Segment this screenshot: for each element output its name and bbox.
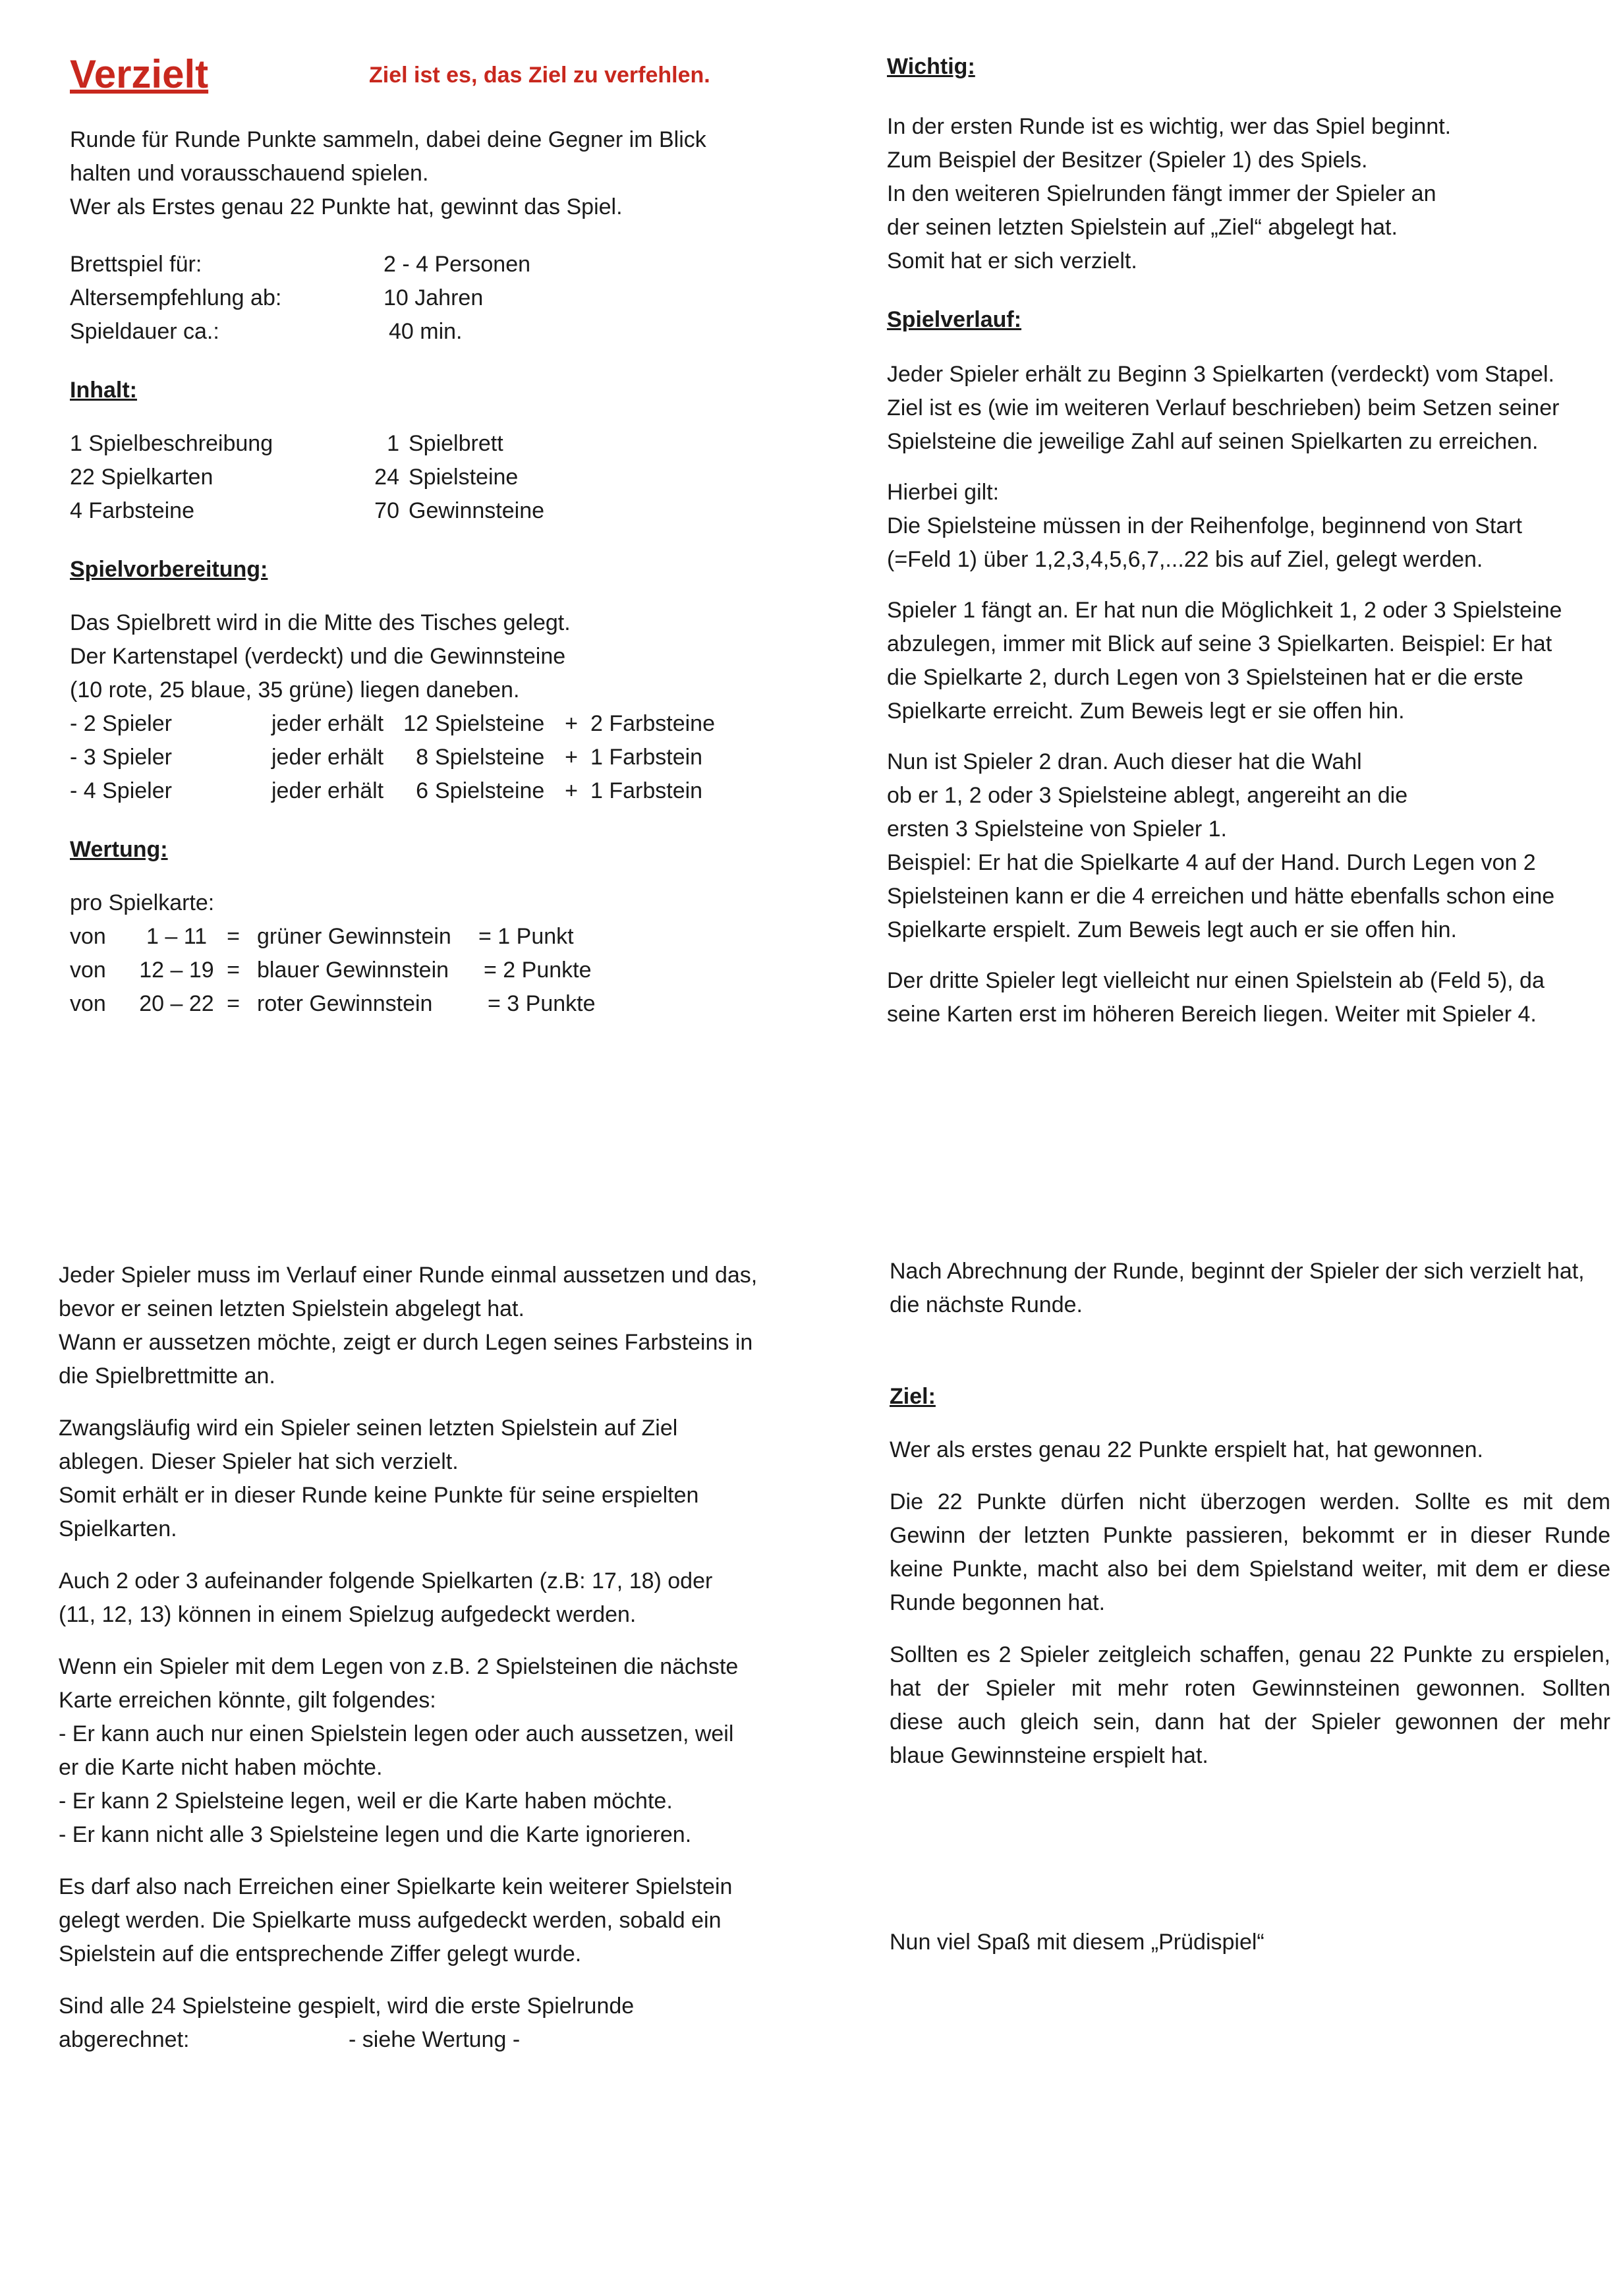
text-paragraph [59, 1650, 803, 1852]
wertung-points: = 3 Punkte [488, 991, 596, 1016]
stone-label: Spielsteine [435, 778, 545, 803]
text-line: Sollten es 2 Spieler zeitgleich schaffen, genau 22 Punkte zu erspielen, [890, 1642, 1610, 1667]
spielverlauf-paragraph [887, 745, 1605, 947]
fact-row [70, 248, 530, 281]
plus-sign: + [565, 745, 578, 770]
fact-value: 10 Jahren [383, 285, 484, 310]
text-line: Zwangsläufig wird ein Spieler seinen letzten Spielstein auf Ziel [59, 1416, 678, 1441]
stone-label: Spielsteine [435, 745, 545, 770]
player-setup-row [70, 774, 715, 808]
wertung-row [70, 954, 596, 987]
wertung-equals: = [227, 958, 240, 983]
inhalt-qty: 1 [387, 431, 399, 456]
wichtig-text [887, 110, 1605, 278]
vorbereitung-text [70, 606, 768, 707]
wertung-von: von [70, 991, 106, 1016]
upper-right-quadrant [887, 50, 1605, 1031]
spielverlauf-heading: Spielverlauf: [887, 307, 1022, 332]
fact-label: Altersempfehlung ab: [70, 285, 282, 310]
lower-left-quadrant [59, 1259, 803, 2057]
inhalt-row [70, 461, 544, 494]
intro-line: Runde für Runde Punkte sammeln, dabei deine Gegner im Blick [70, 127, 706, 152]
text-line: seine Karten erst im höheren Bereich liegen. Weiter mit Spieler 4. [887, 1002, 1537, 1027]
text-line: Nach Abrechnung der Runde, beginnt der Spieler der sich verzielt hat, [890, 1259, 1585, 1284]
player-setup-row [70, 741, 715, 774]
text-line: Der dritte Spieler legt vielleicht nur einen Spielstein ab (Feld 5), da [887, 968, 1545, 993]
spielverlauf-paragraph [887, 476, 1605, 577]
text-line: ersten 3 Spielsteine von Spieler 1. [887, 817, 1227, 842]
player-setup-row [70, 707, 715, 741]
facts-table [70, 248, 530, 349]
title-row [70, 49, 768, 100]
text-line: die Spielkarte 2, durch Legen von 3 Spielsteinen hat er die erste [887, 665, 1523, 690]
wichtig-heading: Wichtig: [887, 54, 975, 79]
player-receives: jeder erhält [271, 745, 384, 770]
text-line: - Er kann auch nur einen Spielstein legen oder auch aussetzen, weil [59, 1721, 734, 1746]
intro-line: halten und vorausschauend spielen. [70, 161, 429, 186]
stone-count: 8 [416, 745, 428, 770]
inhalt-left: 4 Farbsteine [70, 498, 194, 523]
text-line: Die Spielsteine müssen in der Reihenfolge, beginnend von Start [887, 513, 1522, 538]
wichtig-line: In der ersten Runde ist es wichtig, wer das Spiel beginnt. [887, 114, 1452, 139]
text-line: ob er 1, 2 oder 3 Spielsteine ablegt, angereiht an die [887, 783, 1408, 808]
inhalt-left: 22 Spielkarten [70, 465, 213, 490]
stone-label: Spielsteine [435, 711, 545, 736]
fact-row [70, 281, 530, 315]
player-count: - 3 Spieler [70, 745, 172, 770]
inhalt-left: 1 Spielbeschreibung [70, 431, 273, 456]
text-line: Gewinn der letzten Punkte passieren, bekommt er in dieser Runde [890, 1523, 1610, 1548]
vorbereitung-line: Der Kartenstapel (verdeckt) und die Gewinnsteine [70, 644, 566, 669]
text-line: hat der Spieler mit mehr roten Gewinnsteinen gewonnen. Sollten [890, 1676, 1610, 1701]
wertung-heading: Wertung: [70, 837, 168, 862]
wertung-reference: - siehe Wertung - [349, 2027, 521, 2052]
text-paragraph [59, 1870, 803, 1971]
fact-value: 40 min. [389, 319, 463, 344]
wichtig-line: In den weiteren Spielrunden fängt immer der Spieler an [887, 181, 1436, 206]
stone-count: 12 [403, 711, 428, 736]
text-line: Auch 2 oder 3 aufeinander folgende Spielkarten (z.B: 17, 18) oder [59, 1568, 713, 1593]
upper-left-quadrant [70, 49, 768, 1021]
text-paragraph [890, 1638, 1610, 1773]
vorbereitung-line: (10 rote, 25 blaue, 35 grüne) liegen daneben. [70, 677, 520, 703]
player-setup-table [70, 707, 715, 808]
plus-sign: + [565, 711, 578, 736]
text-line: Sind alle 24 Spielsteine gespielt, wird die erste Spielrunde [59, 1994, 635, 2019]
game-title: Verzielt [70, 52, 209, 96]
wichtig-line: der seinen letzten Spielstein auf „Ziel“ abgelegt hat. [887, 215, 1398, 240]
inhalt-item: Gewinnsteine [409, 498, 545, 523]
inhalt-table [70, 427, 544, 528]
text-line: Spieler 1 fängt an. Er hat nun die Möglichkeit 1, 2 oder 3 Spielsteine [887, 598, 1562, 623]
intro-line: Wer als Erstes genau 22 Punkte hat, gewinnt das Spiel. [70, 194, 623, 219]
text-paragraph [890, 1255, 1610, 1322]
text-line [59, 2023, 803, 2057]
text-line: Spielkarte erreicht. Zum Beweis legt er sie offen hin. [887, 699, 1405, 724]
text-line: Somit erhält er in dieser Runde keine Punkte für seine erspielten [59, 1483, 699, 1508]
wertung-range: 12 – 19 [139, 958, 214, 983]
wertung-subheading: pro Spielkarte: [70, 890, 215, 915]
text-line: Nun ist Spieler 2 dran. Auch dieser hat die Wahl [887, 749, 1362, 774]
inhalt-row [70, 494, 544, 528]
spielverlauf-paragraph [887, 594, 1605, 728]
text-line: die nächste Runde. [890, 1292, 1083, 1317]
wertung-row [70, 920, 596, 954]
inhalt-qty: 70 [374, 498, 399, 523]
player-count: - 4 Spieler [70, 778, 172, 803]
closing-line: Nun viel Spaß mit diesem „Prüdispiel“ [890, 1930, 1264, 1955]
wertung-von: von [70, 958, 106, 983]
color-stones: 1 Farbstein [590, 745, 703, 770]
fact-row [70, 315, 530, 349]
game-tagline: Ziel ist es, das Ziel zu verfehlen. [369, 63, 710, 88]
text-paragraph [59, 1259, 803, 1393]
inhalt-row [70, 427, 544, 461]
text-line: Die 22 Punkte dürfen nicht überzogen werden. Sollte es mit dem [890, 1489, 1610, 1514]
text-line: die Spielbrettmitte an. [59, 1363, 275, 1389]
text-paragraph [59, 1564, 803, 1632]
text-line: gelegt werden. Die Spielkarte muss aufgedeckt werden, sobald ein [59, 1908, 722, 1933]
text-line: Ziel ist es (wie im weiteren Verlauf beschrieben) beim Setzen seiner [887, 395, 1560, 420]
wertung-table [70, 920, 596, 1021]
text-line: - Er kann 2 Spielsteine legen, weil er die Karte haben möchte. [59, 1789, 673, 1814]
wertung-stone: roter Gewinnstein [257, 991, 433, 1016]
wertung-stone: grüner Gewinnstein [257, 924, 451, 949]
text-line: Es darf also nach Erreichen einer Spielkarte kein weiterer Spielstein [59, 1874, 733, 1899]
text-line: ablegen. Dieser Spieler hat sich verzielt. [59, 1449, 459, 1474]
wichtig-line: Somit hat er sich verzielt. [887, 248, 1137, 273]
text-line: Spielsteinen kann er die 4 erreichen und hätte ebenfalls schon eine [887, 884, 1555, 909]
plus-sign: + [565, 778, 578, 803]
text-line: Hierbei gilt: [887, 480, 1000, 505]
fact-value: 2 - 4 Personen [383, 252, 531, 277]
player-receives: jeder erhält [271, 711, 384, 736]
text-line: (=Feld 1) über 1,2,3,4,5,6,7,...22 bis auf Ziel, gelegt werden. [887, 547, 1483, 572]
text-line: Wer als erstes genau 22 Punkte erspielt hat, hat gewonnen. [890, 1437, 1483, 1462]
inhalt-item: Spielbrett [409, 431, 503, 456]
vorbereitung-heading: Spielvorbereitung: [70, 557, 268, 582]
text-line: Wann er aussetzen möchte, zeigt er durch Legen seines Farbsteins in [59, 1330, 753, 1355]
text-line: keine Punkte, macht also bei dem Spielstand weiter, mit dem er diese [890, 1557, 1610, 1582]
spielverlauf-paragraph [887, 964, 1605, 1031]
text-line: er die Karte nicht haben möchte. [59, 1755, 383, 1780]
text-paragraph [890, 1485, 1610, 1620]
text-line: Spielkarte erspielt. Zum Beweis legt auch er sie offen hin. [887, 917, 1457, 942]
color-stones: 1 Farbstein [590, 778, 703, 803]
text-line: diese auch gleich sein, dann hat der Spieler gewonnen der mehr [890, 1709, 1610, 1735]
wertung-von: von [70, 924, 106, 949]
text-line: Spielkarten. [59, 1516, 177, 1541]
wertung-equals: = [227, 924, 240, 949]
text-line: Spielsteine die jeweilige Zahl auf seinen Spielkarten zu erreichen. [887, 429, 1539, 454]
text-line: Runde begonnen hat. [890, 1590, 1106, 1615]
wertung-stone: blauer Gewinnstein [257, 958, 449, 983]
inhalt-qty: 24 [374, 465, 399, 490]
inhalt-heading: Inhalt: [70, 378, 137, 403]
text-line: Beispiel: Er hat die Spielkarte 4 auf der Hand. Durch Legen von 2 [887, 850, 1536, 875]
wertung-points: = 1 Punkt [478, 924, 574, 949]
wertung-equals: = [227, 991, 240, 1016]
text-line: abzulegen, immer mit Blick auf seine 3 Spielkarten. Beispiel: Er hat [887, 631, 1552, 656]
text-paragraph [59, 1990, 803, 2057]
text-line: bevor er seinen letzten Spielstein abgelegt hat. [59, 1296, 525, 1321]
text-paragraph [59, 1412, 803, 1546]
wertung-points: = 2 Punkte [484, 958, 592, 983]
text-line: Karte erreichen könnte, gilt folgendes: [59, 1688, 436, 1713]
wertung-range: 20 – 22 [139, 991, 214, 1016]
player-receives: jeder erhält [271, 778, 384, 803]
wertung-row [70, 987, 596, 1021]
player-count: - 2 Spieler [70, 711, 172, 736]
text-line: Jeder Spieler erhält zu Beginn 3 Spielkarten (verdeckt) vom Stapel. [887, 362, 1554, 387]
ziel-heading: Ziel: [890, 1384, 936, 1409]
color-stones: 2 Farbsteine [590, 711, 715, 736]
fact-label: Brettspiel für: [70, 252, 202, 277]
inhalt-item: Spielsteine [409, 465, 519, 490]
text-line: Spielstein auf die entsprechende Ziffer gelegt wurde. [59, 1941, 582, 1966]
text-fragment: abgerechnet: [59, 2027, 190, 2052]
wertung-range: 1 – 11 [146, 924, 207, 949]
spielverlauf-paragraph [887, 358, 1605, 459]
lower-right-quadrant [890, 1255, 1610, 1959]
wichtig-line: Zum Beispiel der Besitzer (Spieler 1) des Spiels. [887, 148, 1368, 173]
vorbereitung-line: Das Spielbrett wird in die Mitte des Tisches gelegt. [70, 610, 571, 635]
intro-text [70, 123, 768, 224]
text-line: Jeder Spieler muss im Verlauf einer Runde einmal aussetzen und das, [59, 1263, 758, 1288]
fact-label: Spieldauer ca.: [70, 319, 219, 344]
text-line: (11, 12, 13) können in einem Spielzug aufgedeckt werden. [59, 1602, 637, 1627]
text-line: Wenn ein Spieler mit dem Legen von z.B. 2 Spielsteinen die nächste [59, 1654, 739, 1679]
text-line: blaue Gewinnsteine erspielt hat. [890, 1743, 1208, 1768]
stone-count: 6 [416, 778, 428, 803]
text-line: - Er kann nicht alle 3 Spielsteine legen und die Karte ignorieren. [59, 1822, 692, 1847]
